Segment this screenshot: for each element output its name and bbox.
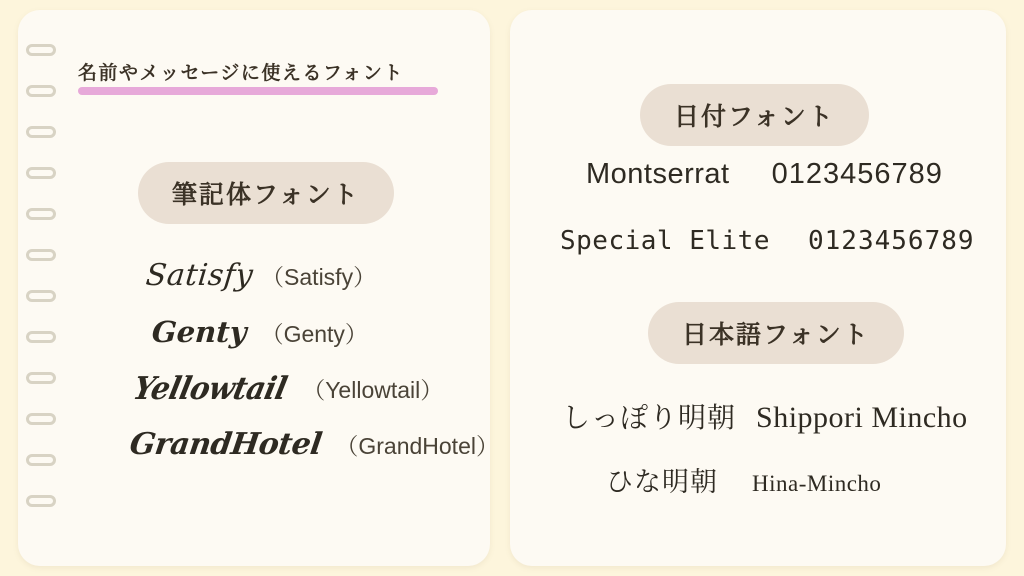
script-section-label: 筆記体フォント [138,162,394,224]
font-label: （GrandHotel） [335,433,499,459]
binding-ring-icon [26,331,56,343]
font-label: （Satisfy） [261,264,377,290]
left-page-heading [78,58,446,95]
font-sample: Genty [150,315,248,349]
font-digits: 0123456789 [771,158,943,190]
script-font-list [72,258,499,484]
binding-ring-icon [26,495,56,507]
list-item [130,369,476,407]
list-item [146,258,476,293]
left-page-content [72,10,499,566]
font-label: （Genty） [260,321,368,347]
font-sample: Satisfy [144,258,255,293]
spiral-binding [26,44,60,534]
notebook-page-right [510,10,1006,566]
font-romanized-name: Shippori Mincho [756,401,968,434]
font-sample: Montserrat [586,158,730,190]
font-digits: 0123456789 [808,226,975,256]
font-sample: Yellowtail [130,369,291,407]
japanese-section-pill [648,302,904,364]
font-label: （Yellowtail） [302,377,444,403]
list-item [560,226,975,256]
date-section-pill [640,84,869,146]
binding-ring-icon [26,208,56,220]
binding-ring-icon [26,85,56,97]
list-item [152,315,476,349]
list-item [606,460,881,499]
font-sample: しっぽり明朝 [562,401,737,434]
font-romanized-name: Hina-Mincho [752,471,882,496]
binding-ring-icon [26,290,56,302]
font-sample: Special Elite [560,226,770,256]
date-section-label: 日付フォント [640,84,869,146]
binding-ring-icon [26,167,56,179]
binding-ring-icon [26,413,56,425]
list-item [127,427,499,462]
binding-ring-icon [26,454,56,466]
font-sample: GrandHotel [127,427,324,462]
list-item [586,158,943,191]
binding-ring-icon [26,44,56,56]
binding-ring-icon [26,372,56,384]
notebook-page-left [18,10,499,566]
right-page-content [510,10,1006,566]
marker-underline [78,87,438,95]
font-sample: ひな明朝 [606,467,718,498]
heading-text: 名前やメッセージに使えるフォント [78,63,404,84]
script-section-pill [138,162,394,224]
binding-ring-icon [26,249,56,261]
list-item [562,396,968,436]
binding-ring-icon [26,126,56,138]
japanese-section-label: 日本語フォント [648,302,904,364]
